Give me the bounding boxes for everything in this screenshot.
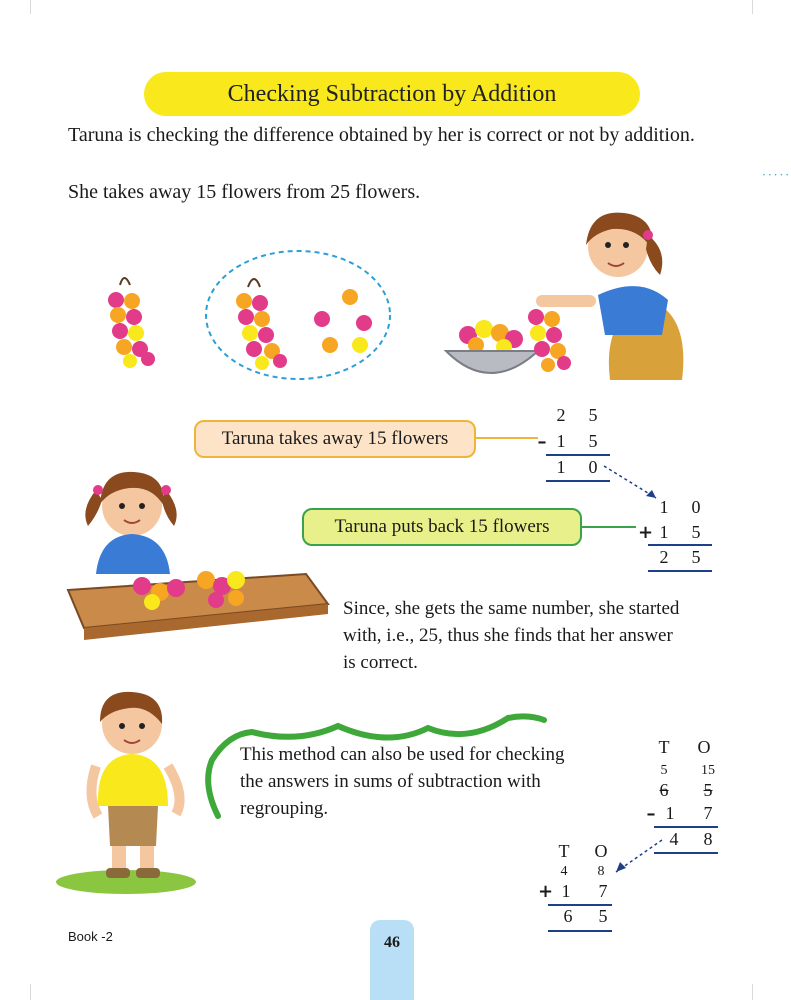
right-edge-mark [752, 0, 753, 14]
sum4-header-tens: T [558, 841, 570, 861]
sum3-result-ones: 8 [703, 829, 713, 849]
sum1-top-ones: 5 [588, 405, 598, 425]
sum3-bottom-tens: 1 [665, 803, 675, 823]
sum2-result-tens: 2 [659, 547, 669, 567]
check-arrow-2 [604, 836, 666, 880]
page-title: Checking Subtraction by Addition [144, 72, 640, 116]
page-number-text: 46 [384, 934, 400, 951]
sum3-header-ones: O [697, 737, 711, 757]
sum3-bottom-ones: 7 [703, 803, 713, 823]
callout-pointer-1 [476, 437, 538, 439]
sum1-rule-top [546, 454, 610, 456]
girl-at-table-illustration [66, 462, 338, 654]
garland-icon [108, 278, 155, 368]
sum2-top-tens: 1 [659, 497, 669, 517]
sum2-bottom-ones: 5 [691, 522, 701, 542]
sum1-bottom-ones: 5 [588, 431, 598, 451]
sum3-regroup-ones: 15 [701, 763, 715, 778]
girl-with-garland-illustration [528, 213, 683, 380]
sum4-top-ones: 8 [597, 864, 605, 879]
sum2-operator: + [638, 522, 654, 543]
callout-puts-back: Taruna puts back 15 flowers [302, 508, 582, 546]
callout-pointer-2 [582, 526, 636, 528]
sum4-operator: + [538, 881, 554, 902]
intro-text-2: She takes away 15 flowers from 25 flowers. [68, 181, 421, 203]
sum1-bottom-tens: 1 [556, 431, 566, 451]
sum4-top-tens: 4 [560, 864, 568, 879]
sum3-regroup-tens: 5 [660, 763, 668, 778]
sum2-rule-top [648, 544, 712, 546]
sum4-result-tens: 6 [563, 906, 573, 926]
sum3-operator: – [646, 803, 656, 824]
sum3-rule-top [654, 826, 718, 828]
left-edge-mark-bottom [30, 984, 31, 1000]
sum1-operator: – [537, 431, 547, 452]
sum4-result-ones: 5 [598, 906, 608, 926]
sum1-result-ones: 0 [588, 457, 598, 477]
sum2-top-ones: 0 [691, 497, 701, 517]
sum4-bottom-ones: 7 [598, 881, 608, 901]
sum1-top-tens: 2 [556, 405, 566, 425]
sum3-result-tens: 4 [669, 829, 679, 849]
flower-bowl-icon [446, 320, 538, 373]
sum4-rule-bottom [548, 930, 612, 932]
sum2-rule-bottom [648, 570, 712, 572]
intro-text: Taruna is checking the difference obtained by her is correct or not by addition. [68, 124, 695, 146]
margin-dots: ····· [762, 168, 791, 182]
sum2-bottom-tens: 1 [659, 522, 669, 542]
book-label: Book -2 [68, 929, 113, 944]
sum3-top-tens: 6 [659, 780, 669, 800]
sum1-result-tens: 1 [556, 457, 566, 477]
sum2-result-ones: 5 [691, 547, 701, 567]
callout-takes-away: Taruna takes away 15 flowers [194, 420, 476, 458]
sum3-top-ones: 5 [703, 780, 713, 800]
method-note-text: This method can also be used for checking the answers in sums of subtraction with regrouping. [240, 744, 565, 819]
sum4-bottom-tens: 1 [561, 881, 571, 901]
conclusion-text: Since, she gets the same number, she started with, i.e., 25, thus she finds that her answer is correct. [343, 598, 680, 673]
right-edge-mark-bottom [752, 984, 753, 1000]
loose-flowers-icon [314, 289, 372, 353]
sum3-header-tens: T [658, 737, 670, 757]
sum4-header-ones: O [594, 841, 608, 861]
flower-illustration-row [90, 205, 690, 400]
left-edge-mark [30, 0, 31, 14]
page-number [370, 920, 414, 1000]
garland-icon-2 [236, 279, 287, 370]
